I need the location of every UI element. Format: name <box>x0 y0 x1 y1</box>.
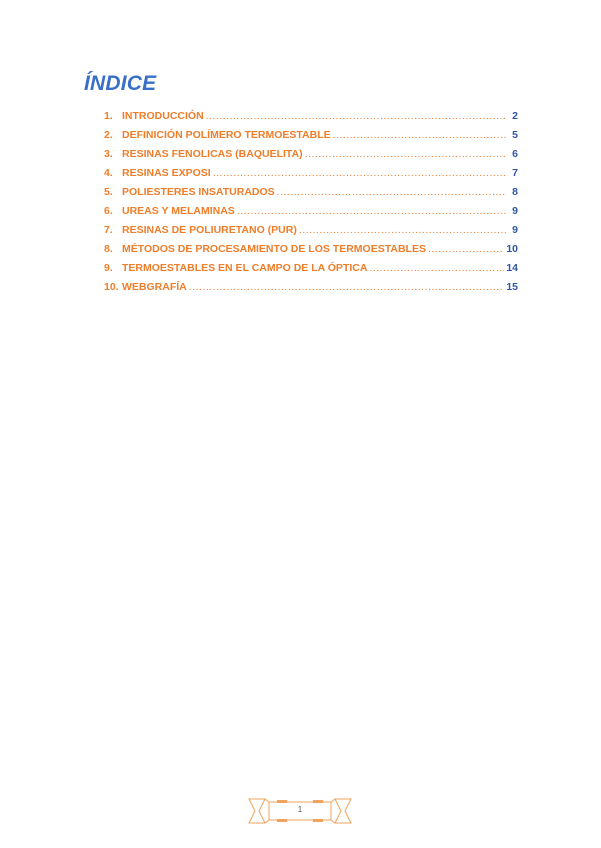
toc-entry-page: 6 <box>512 148 518 160</box>
toc-entry-number: 6. <box>104 205 113 217</box>
toc-leader-dots <box>277 186 506 198</box>
toc-leader-dots <box>206 110 506 122</box>
toc-entry-label: RESINAS DE POLIURETANO (PUR) <box>122 224 297 236</box>
toc-leader-dots <box>305 148 506 160</box>
toc-entry-page: 7 <box>512 167 518 179</box>
toc-entry-number: 8. <box>104 243 113 255</box>
toc-entry-page: 9 <box>512 205 518 217</box>
toc-entry-label: POLIESTERES INSATURADOS <box>122 186 275 198</box>
toc-entry-label: RESINAS EXPOSI <box>122 167 211 179</box>
toc-entry-label: RESINAS FENOLICAS (BAQUELITA) <box>122 148 303 160</box>
toc-entry-number: 9. <box>104 262 113 274</box>
toc-entry[interactable] <box>104 224 518 243</box>
toc-entry-page: 10 <box>506 243 518 255</box>
toc-leader-dots <box>428 243 504 255</box>
toc-entry[interactable] <box>104 205 518 224</box>
toc-entry-page: 8 <box>512 186 518 198</box>
toc-entry[interactable] <box>104 110 518 129</box>
toc-entry-number: 10. <box>104 281 119 293</box>
toc-entry-label: DEFINICIÓN POLÍMERO TERMOESTABLE <box>122 129 331 141</box>
toc-entry[interactable] <box>104 186 518 205</box>
toc-title: ÍNDICE <box>84 72 157 95</box>
toc-entry-page: 2 <box>512 110 518 122</box>
toc-leader-dots <box>333 129 506 141</box>
toc-entry[interactable] <box>104 167 518 186</box>
toc-entry[interactable] <box>104 281 518 300</box>
toc-entry-page: 5 <box>512 129 518 141</box>
toc-entry-label: MÉTODOS DE PROCESAMIENTO DE LOS TERMOESTABLES <box>122 243 426 255</box>
toc-entry-number: 5. <box>104 186 113 198</box>
toc-leader-dots <box>369 262 504 274</box>
toc-entry-number: 4. <box>104 167 113 179</box>
toc-leader-dots <box>237 205 506 217</box>
footer-page-ornament <box>247 796 353 826</box>
toc-leader-dots <box>189 281 505 293</box>
toc-leader-dots <box>299 224 506 236</box>
toc-entry-label: TERMOESTABLES EN EL CAMPO DE LA ÓPTICA <box>122 262 368 274</box>
toc-entry-number: 2. <box>104 129 113 141</box>
table-of-contents <box>104 110 518 300</box>
toc-entry-label: INTRODUCCIÓN <box>122 110 204 122</box>
toc-entry-label: WEBGRAFÍA <box>122 281 187 293</box>
toc-entry[interactable] <box>104 243 518 262</box>
toc-entry[interactable] <box>104 148 518 167</box>
toc-entry-label: UREAS Y MELAMINAS <box>122 205 235 217</box>
toc-entry-number: 7. <box>104 224 113 236</box>
toc-entry[interactable] <box>104 129 518 148</box>
toc-entry-page: 9 <box>512 224 518 236</box>
page-number: 1 <box>297 805 303 814</box>
toc-entry-number: 1. <box>104 110 113 122</box>
toc-entry-page: 15 <box>506 281 518 293</box>
toc-entry[interactable] <box>104 262 518 281</box>
toc-leader-dots <box>213 167 506 179</box>
toc-entry-number: 3. <box>104 148 113 160</box>
toc-entry-page: 14 <box>506 262 518 274</box>
